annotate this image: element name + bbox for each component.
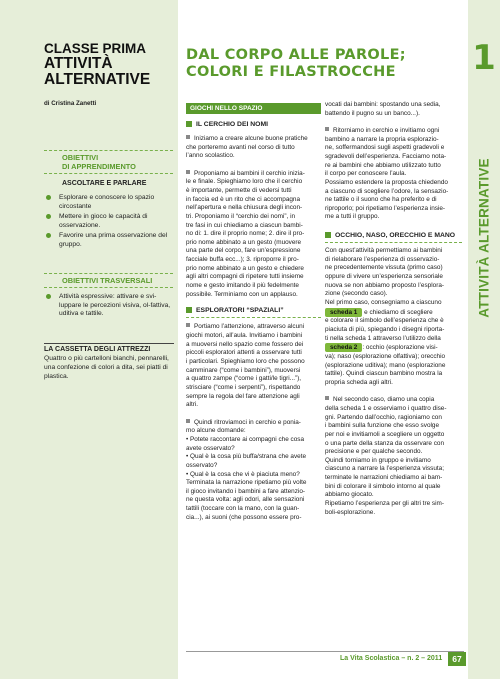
paragraph: Con quest’attività permettiamo ai bambini di rielaborare l’esperienza di osservazio- ne precedentemente vissuta (primo caso) oppure di vivere un’esperienza sensoriale nuova se non abbiamo proposto l’esplora- zione (secondo caso). Nel primo caso, consegniamo a ciascuno scheda 1 e chiediamo di scegliere e colorare il simbolo dell’esperienza che è piaciuta di più, spiegando i disegni riporta- ti nella scheda 1 attraverso l’utilizzo della scheda 2 : occhio (esplorazione visi- va); naso (esplorazione olfattiva); orecchio (esplorazione uditiva); mano (esplorazione tattile). Quindi ciascun bambino mostra la propria scheda agli altri.	[325, 247, 446, 386]
scheda-1-tag: scheda 1	[325, 308, 362, 317]
bullet-icon	[46, 195, 51, 200]
obiettivi-heading	[44, 150, 173, 174]
bullet-icon	[186, 135, 190, 139]
paragraph: Quindi ritroviamoci in cerchio e ponia- mo alcune domande: • Potete raccontare ai compagni che cosa avete osservato? • Qual è la cosa più buffa/strana che avete osservato? • Qual è la cosa che vi è piaciuta meno? Terminata la narrazione ripetiamo più volte il gioco invitando i bambini a fare attenzio- ne questa volta: agli odori, alle sensazioni tattili (toccare con la mano, con la guan- cia...), ai suoni (che possono essere pro-	[186, 418, 307, 521]
bullet-icon	[46, 214, 51, 219]
square-icon	[325, 232, 331, 238]
chapter-number: 1	[472, 38, 496, 78]
trasversali-list	[44, 293, 174, 321]
text-column-2	[325, 101, 462, 517]
bullet-icon	[325, 396, 329, 400]
paragraph: Ritorniamo in cerchio e invitiamo ogni bambino a narrare la propria esplorazio- ne, soffermandosi sugli aspetti gradevoli e sgradevoli dell’esperienza. Facciamo nota- re ai bambini che abbiamo utilizzato tutto il corpo per conoscere l’aula. Possiamo estendere la proposta chiedendo a ciascuno di scegliere l’odore, la sensazio- ne tattile o il suono che ha preferito e di riproporlo; poi ripetiamo l’esperienza insie- me a tutti il gruppo.	[325, 126, 449, 221]
bullet-icon	[325, 127, 329, 131]
square-icon	[186, 307, 192, 313]
cassetta-heading: LA CASSETTA DEGLI ATTREZZI	[44, 343, 174, 353]
list-item: Favorire una prima osservazione del gruppo.	[44, 232, 174, 249]
page-number: 67	[448, 652, 466, 666]
subheading: OCCHIO, NASO, ORECCHIO E MANO	[325, 231, 462, 243]
bullet-icon	[46, 233, 51, 238]
footer-publication: La Vita Scolastica – n. 2 – 2011	[340, 655, 443, 662]
divider	[44, 287, 173, 288]
section-heading: GIOCHI NELLO SPAZIO	[186, 103, 321, 114]
list-item: Esplorare e conoscere lo spazio circostante	[44, 194, 174, 211]
list-item: Mettere in gioco le capacità di osservazione.	[44, 213, 174, 230]
bullet-icon	[46, 294, 51, 299]
square-icon	[186, 121, 192, 127]
paragraph: Nel secondo caso, diamo una copia della scheda 1 e osserviamo i quattro dise- gni. Partendo dall’occhio, ragioniamo con i bambini sulla funzione che esso svolge per noi e invitiamoli a scegliere un oggetto o una parte della stanza da osservare con precisione e per qualche secondo. Quindi torniamo in gruppo e invitiamo ciascuno a narrare la l’esperienza vissuta; terminate le narrazioni chiediamo ai bam- bini di colorare il simbolo intorno al quale abbiamo giocato. Ripetiamo l’esperienza per gli altri tre sim- boli-esplorazione.	[325, 396, 447, 516]
bullet-icon	[186, 419, 190, 423]
title-line-2: ALTERNATIVE	[44, 71, 151, 88]
paragraph: vocati dai bambini: spostando una sedia, battendo il pugno su un banco...).	[325, 101, 441, 117]
list-item: Attività espressive: attivare e svi-luppare le percezioni visiva, ol-fattiva, uditiva e tattile.	[44, 293, 174, 319]
author: di Cristina Zanetti	[44, 100, 97, 107]
bullet-icon	[186, 323, 190, 327]
bullet-icon	[186, 170, 190, 174]
sidebar-title	[44, 41, 174, 88]
paragraph: Iniziamo a creare alcune buone pratiche che porteremo avanti nel corso di tutto l’anno scolastico.	[186, 135, 308, 160]
subheading: ESPLORATORI “SPAZIALI”	[186, 306, 321, 318]
paragraph: Proponiamo ai bambini il cerchio inizia- le e finale. Spieghiamo loro che il cerchio è importante, permette di vedersi tutti in faccia ed è un rito che ci accompagna nell’apertura e nella chiusura degli incon- tri. Proponiamo il “cerchio dei nomi”, in tre fasi in cui chiediamo a ciascun bambi- no di: 1. dire il proprio nome; 2. dire il pro- prio nome abbinato a un gesto (muovere una parte del corpo, fare un’espressione facciale buffa ecc...); 3. riproporre il pro- prio nome abbinato a un gesto e chiedere agli altri compagni di ripetere tutti insieme nome e gesto imitando il più fedelmente possibile. Terminiamo con un applauso.	[186, 169, 305, 298]
title-line-1: ATTIVITÀ	[44, 55, 113, 72]
text-column-1	[186, 103, 321, 522]
footer-rule	[186, 651, 464, 652]
ascoltare-heading: ASCOLTARE E PARLARE	[62, 180, 147, 187]
obiettivi-list	[44, 194, 174, 252]
scheda-2-tag: scheda 2	[325, 343, 362, 352]
paragraph: Portiamo l’attenzione, attraverso alcuni giochi motori, all’aula. Invitiamo i bambini a muoversi nello spazio come fossero dei piccoli esploratori attenti a osservare tutti i particolari. Spieghiamo loro che possono camminare (“come i bambini”), muoversi a quattro zampe (“come i gatti/le tigri...”), strisciare (“come i serpenti”), rispettando sempre la regola del fare attenzione agli altri.	[186, 323, 305, 409]
page-title: DAL CORPO ALLE PAROLE; COLORI E FILASTROCCHE	[186, 47, 406, 80]
cassetta-text: Quattro o più cartelloni bianchi, pennarelli, una confezione di colori a dita, sei piatti di plastica.	[44, 355, 169, 380]
obiettivi-line-2: DI APPRENDIMENTO	[62, 162, 136, 171]
obiettivi-line-1: OBIETTIVI	[62, 153, 99, 162]
subheading: IL CERCHIO DEI NOMI	[186, 120, 321, 129]
chapter-label: ATTIVITÀ ALTERNATIVE	[476, 158, 492, 318]
section-tab	[468, 0, 500, 679]
trasversali-heading: OBIETTIVI TRASVERSALI	[44, 273, 173, 288]
divider	[44, 173, 173, 174]
class-label: CLASSE PRIMA	[44, 41, 147, 56]
